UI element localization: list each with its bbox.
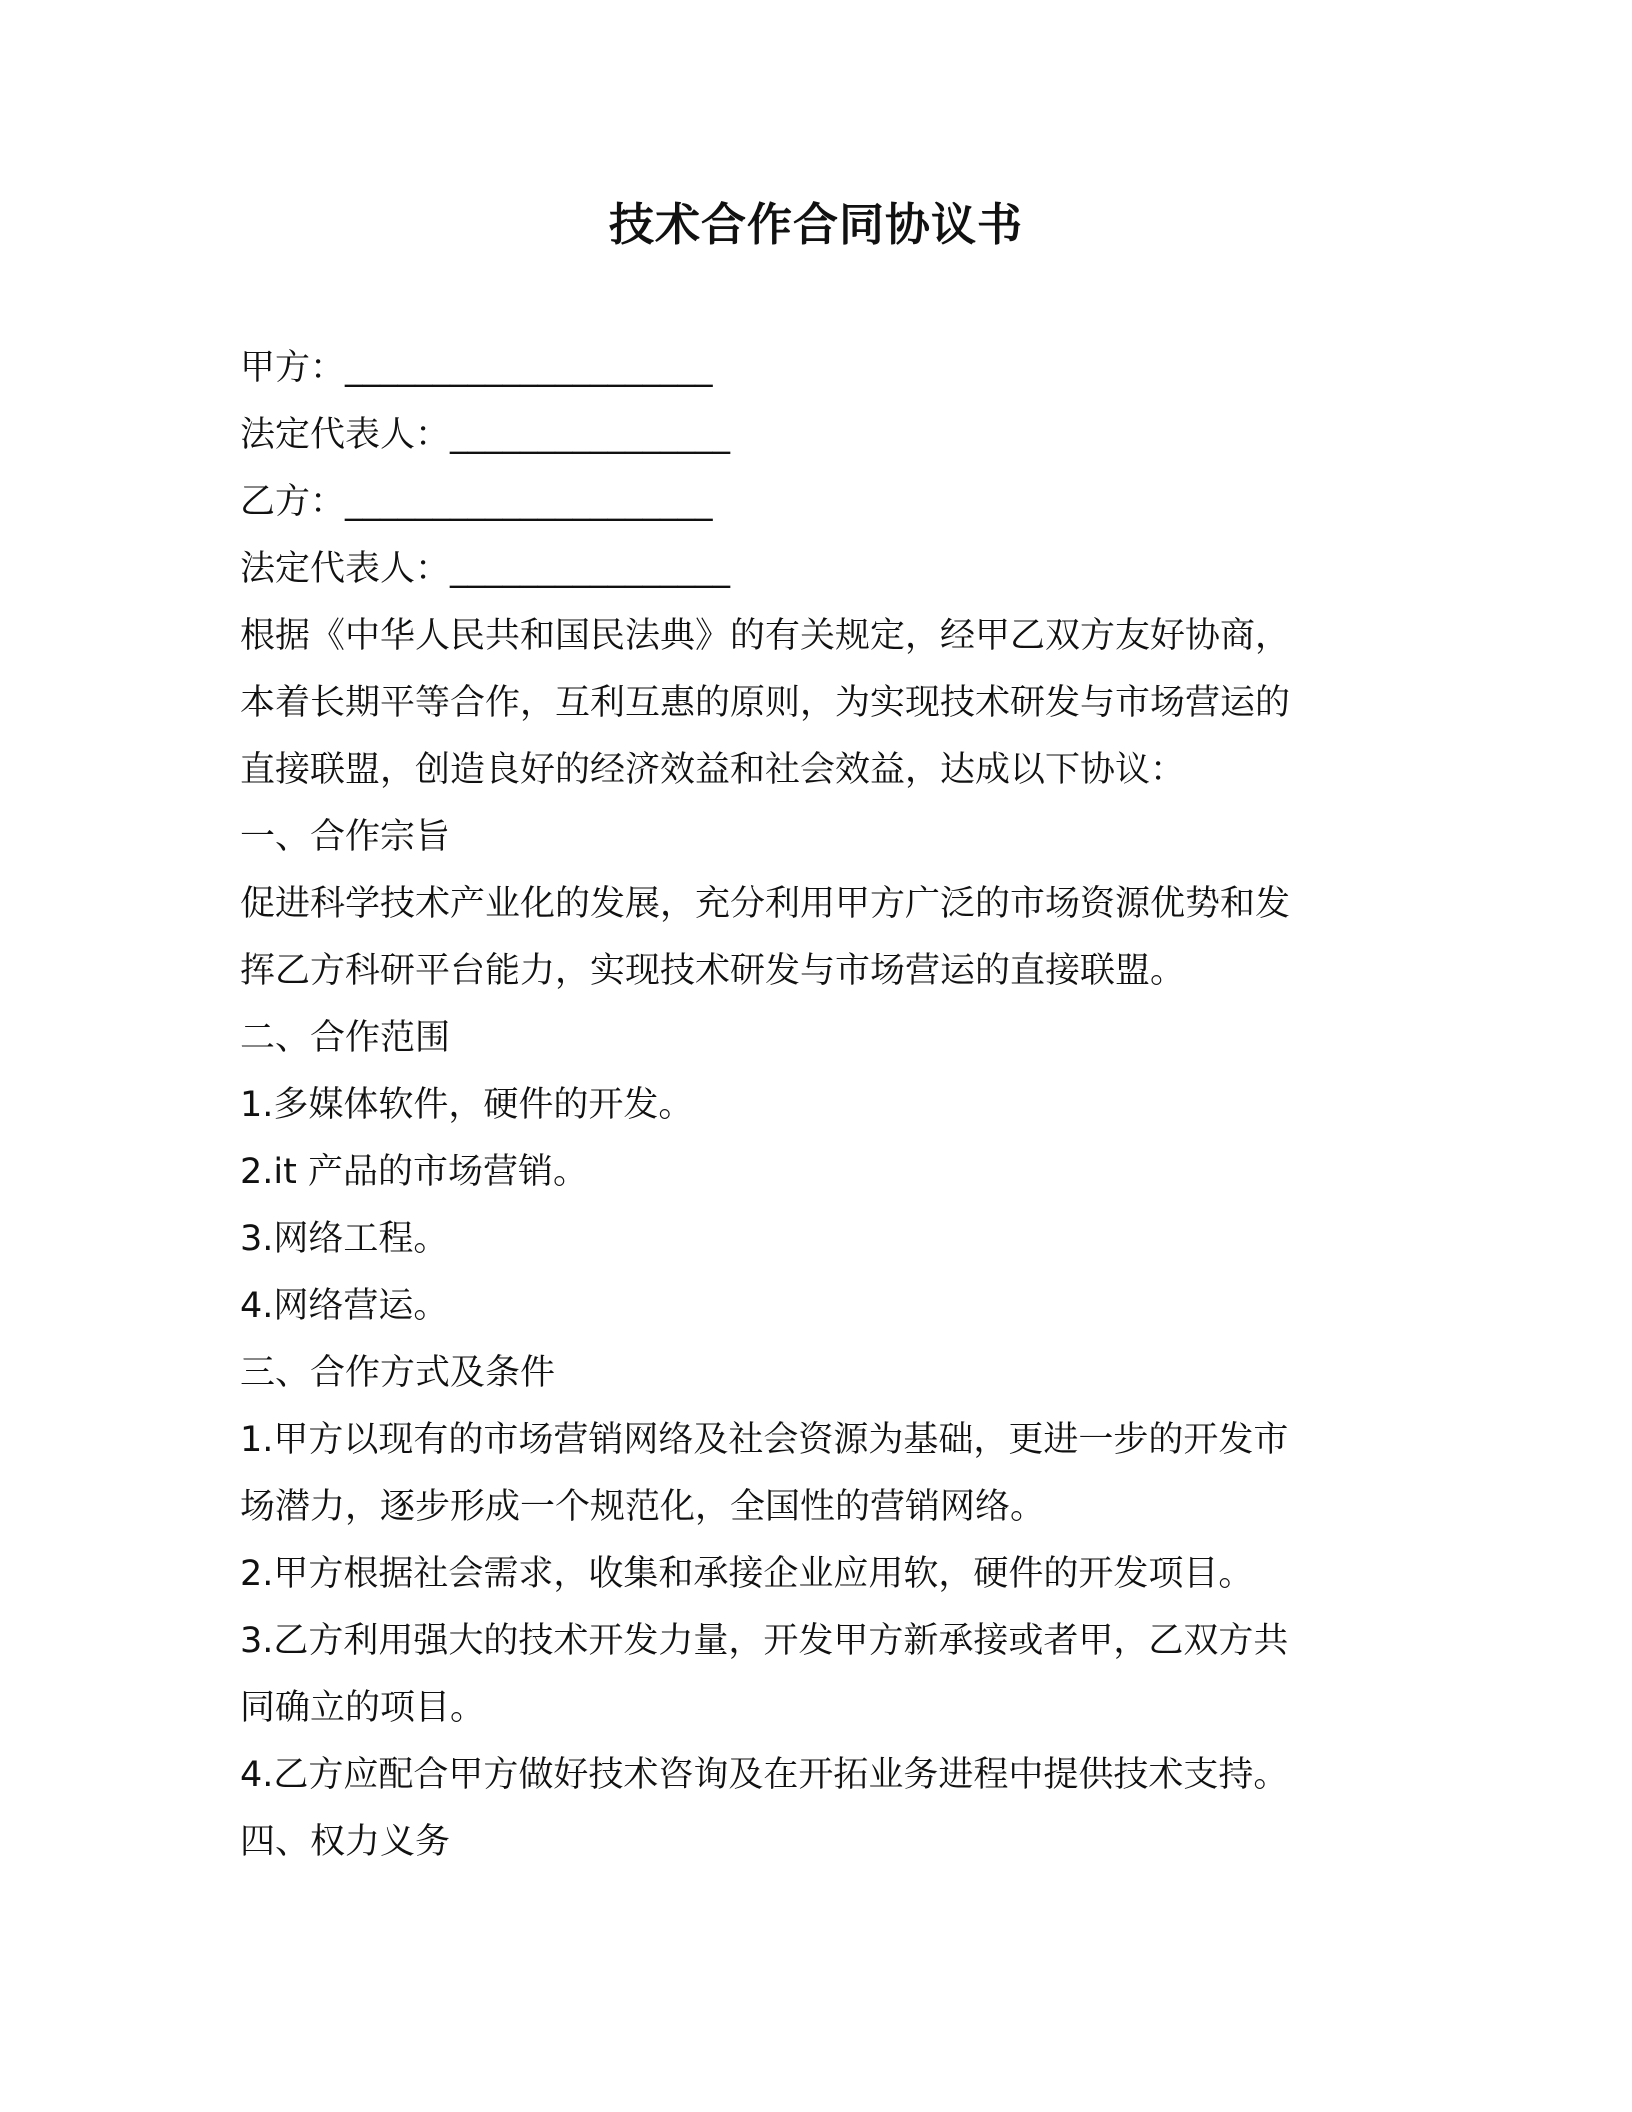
method-item-1-line-1: 1.甲方以现有的市场营销网络及社会资源为基础，更进一步的开发市	[240, 1420, 1289, 1460]
purpose-line-2: 挥乙方科研平台能力，实现技术研发与市场营运的直接联盟。	[240, 951, 1186, 991]
party-b-line: 乙方：_____________________	[240, 482, 713, 522]
section-heading-scope: 二、合作范围	[240, 1018, 451, 1058]
method-item-3-line-2: 同确立的项目。	[240, 1688, 486, 1728]
section-heading-purpose: 一、合作宗旨	[240, 817, 451, 857]
party-a-representative-line: 法定代表人：________________	[240, 415, 731, 455]
document-body	[240, 335, 1360, 1876]
preamble-line-3: 直接联盟，创造良好的经济效益和社会效益，达成以下协议：	[240, 750, 1186, 790]
scope-item-3: 3.网络工程。	[240, 1219, 449, 1259]
method-item-4: 4.乙方应配合甲方做好技术咨询及在开拓业务进程中提供技术支持。	[240, 1755, 1289, 1795]
scope-item-1: 1.多媒体软件，硬件的开发。	[240, 1085, 694, 1125]
document-title: 技术合作合同协议书	[608, 198, 1023, 251]
scope-item-2: 2.it 产品的市场营销。	[240, 1152, 588, 1192]
party-b-representative-line: 法定代表人：________________	[240, 549, 731, 589]
method-item-2: 2.甲方根据社会需求，收集和承接企业应用软，硬件的开发项目。	[240, 1554, 1254, 1594]
method-item-3-line-1: 3.乙方利用强大的技术开发力量，开发甲方新承接或者甲，乙双方共	[240, 1621, 1289, 1661]
section-heading-method: 三、合作方式及条件	[240, 1353, 556, 1393]
scope-item-4: 4.网络营运。	[240, 1286, 449, 1326]
method-item-1-line-2: 场潜力，逐步形成一个规范化，全国性的营销网络。	[240, 1487, 1046, 1527]
preamble-line-2: 本着长期平等合作，互利互惠的原则，为实现技术研发与市场营运的	[240, 683, 1291, 723]
purpose-line-1: 促进科学技术产业化的发展，充分利用甲方广泛的市场资源优势和发	[240, 884, 1291, 924]
preamble-line-1: 根据《中华人民共和国民法典》的有关规定，经甲乙双方友好协商，	[240, 616, 1291, 656]
section-heading-rights: 四、权力义务	[240, 1822, 451, 1862]
party-a-line: 甲方：_____________________	[240, 348, 713, 388]
